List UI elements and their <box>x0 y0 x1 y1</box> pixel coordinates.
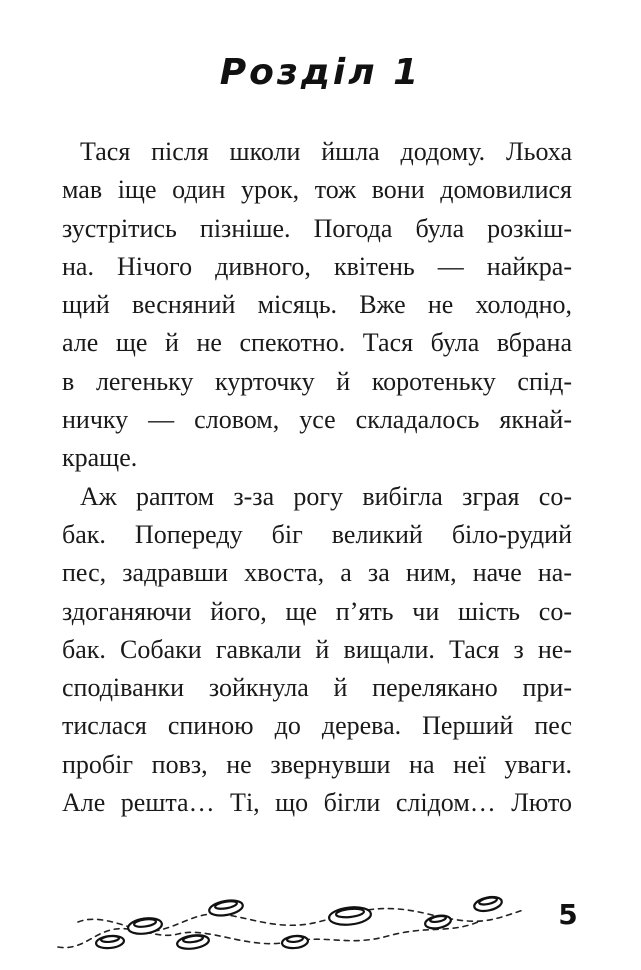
text-line: бак. Попереду біг великий біло-рудий <box>62 519 572 549</box>
text-line: тислася спиною до дерева. Перший пес <box>62 711 572 741</box>
text-line: пробіг повз, не звернувши на неї уваги. <box>62 749 572 779</box>
text-line: краще. <box>62 443 138 473</box>
text-line: на. Нічого дивного, квітень — найкра- <box>62 251 572 281</box>
text-line: зустрітись пізніше. Погода була розкіш- <box>62 213 572 243</box>
text-line: сподіванки зойкнула й перелякано при- <box>62 673 572 703</box>
body-text <box>62 133 572 822</box>
text-line: але ще й не спекотно. Тася була вбрана <box>62 328 572 358</box>
text-line: мав іще один урок, тож вони домовилися <box>62 175 572 205</box>
text-line: Тася після школи йшла додому. Льоха <box>80 137 572 166</box>
text-line: в легеньку курточку й коротеньку спід- <box>62 366 572 396</box>
page-number: 5 <box>558 898 578 931</box>
text-line: ничку — словом, усе складалось якнай- <box>62 405 572 435</box>
text-line: пес, задравши хвоста, а за ним, наче на- <box>62 558 572 588</box>
text-line: Але решта… Ті, що бігли слідом… Люто <box>62 788 572 818</box>
text-line: бак. Собаки гавкали й вищали. Тася з не- <box>62 634 572 664</box>
text-line: Аж раптом з-за рогу вибігла зграя со- <box>80 481 572 511</box>
stepping-stones-icon <box>48 892 528 958</box>
text-line: щий весняний місяць. Вже не холодно, <box>62 290 572 320</box>
chapter-title: Розділ 1 <box>219 52 422 93</box>
text-line: здоганяючи його, ще п’ять чи шість со- <box>62 596 572 626</box>
